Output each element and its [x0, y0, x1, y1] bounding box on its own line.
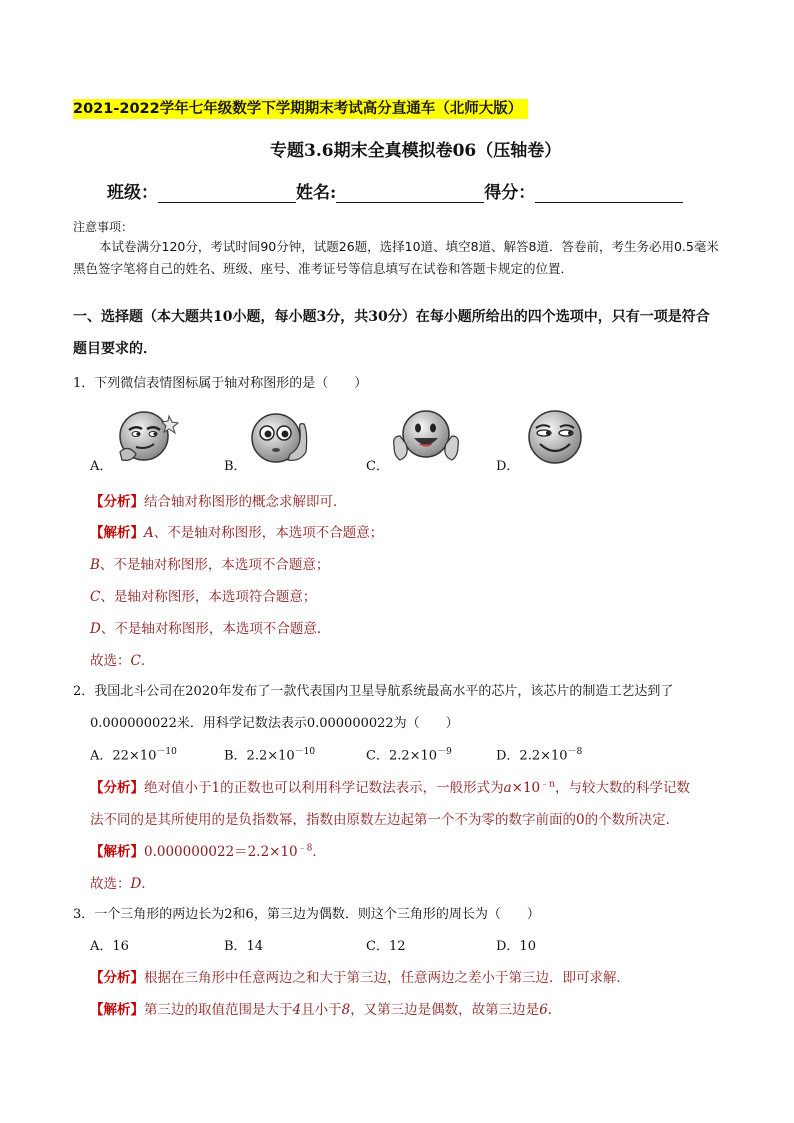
q3-solution-n2: 8	[341, 1002, 351, 1018]
q2-opt-b-exp: －10	[294, 747, 316, 757]
q2-analysis-post: ，与较大数的科学记数	[554, 780, 690, 796]
q1-answer-prefix: 故选：	[90, 653, 131, 669]
q2-solution	[90, 840, 326, 860]
q1-answer-suffix: ．	[140, 653, 155, 669]
q1-solution-c	[90, 585, 316, 605]
q1-solution-a	[90, 521, 383, 541]
q1-analysis	[90, 490, 347, 510]
q3-analysis	[90, 966, 630, 986]
analysis-tag: 【分析】	[90, 780, 144, 796]
class-blank[interactable]	[158, 182, 296, 203]
q2-stem-line1: 2．我国北斗公司在2020年发布了一款代表国内卫星导航系统最高水平的芯片，该芯片的制造工艺达到了	[73, 684, 674, 699]
name-blank[interactable]	[336, 182, 484, 203]
q3-option-a: A．16	[90, 939, 129, 954]
q1-solution-b	[90, 553, 329, 573]
q2-answer-letter: D	[130, 876, 142, 892]
notice-heading: 注意事项：	[73, 220, 134, 234]
q2-option-c	[366, 744, 452, 763]
q2-opt-c-text: C．2.2×10	[366, 748, 438, 764]
solution-tag: 【解析】	[90, 1002, 144, 1018]
q1-stem: 1．下列微信表情图标属于轴对称图形的是（ ）	[73, 376, 368, 391]
solution-tag: 【解析】	[90, 525, 144, 541]
q3-solution-pre: 第三边的取值范围是大于	[144, 1002, 293, 1018]
q1-analysis-text: 结合轴对称图形的概念求解即可．	[144, 494, 347, 510]
q2-analysis-times: ×10	[511, 780, 541, 796]
q2-answer-suffix: ．	[141, 876, 155, 892]
q1-sol-d-letter: D	[90, 621, 101, 637]
name-label: 姓名:	[296, 183, 337, 203]
q1-option-a: A．	[90, 459, 113, 474]
q1-answer	[90, 649, 154, 669]
analysis-tag: 【分析】	[90, 970, 144, 986]
q1-sol-b-letter: B	[90, 557, 100, 573]
q1-sol-a-letter: A	[144, 525, 154, 541]
class-label: 班级：	[107, 183, 158, 203]
score-blank[interactable]	[535, 182, 683, 203]
q2-opt-d-text: D．2.2×10	[496, 748, 568, 764]
q1-option-c: C．	[366, 459, 389, 474]
q2-analysis-formula: a	[503, 780, 512, 796]
q1-option-d: D．	[496, 459, 520, 474]
q3-analysis-text: 根据在三角形中任意两边之和大于第三边，任意两边之差小于第三边．即可求解．	[144, 970, 630, 986]
pondering-emoji-icon	[246, 408, 316, 466]
q2-analysis-line2: 法不同的是其所使用的是负指数幂，指数由原数左边起第一个不为零的数字前面的0的个数所决定．	[90, 812, 680, 828]
page-title: 专题3.6期末全真模拟卷06（压轴卷）	[270, 141, 562, 161]
q1-sol-d-text: 、不是轴对称图形，本选项不合题意．	[100, 621, 331, 637]
q2-stem-line2: 0.000000022米．用科学记数法表示0.000000022为（ ）	[90, 716, 459, 731]
q2-option-d	[496, 744, 582, 763]
q3-solution-n3: 6	[539, 1002, 548, 1018]
solution-tag: 【解析】	[90, 844, 144, 860]
q1-sol-a-text: 、不是轴对称图形，本选项不合题意；	[153, 525, 384, 541]
smirk-emoji-icon	[114, 408, 184, 466]
q2-analysis-pre: 绝对值小于1的正数也可以利用科学记数法表示，一般形式为	[144, 780, 504, 796]
q1-solution-d	[90, 617, 330, 637]
q2-solution-exp: ﹣8	[297, 843, 313, 854]
section-heading-line2: 题目要求的．	[73, 341, 157, 357]
q2-answer	[90, 872, 155, 892]
q1-answer-letter: C	[130, 653, 141, 669]
q2-option-a	[90, 744, 177, 763]
q2-analysis-exp: ﹣n	[540, 779, 555, 790]
q3-solution-mid2: ，又第三边是偶数，故第三边是	[350, 1002, 540, 1018]
q2-analysis-line1	[90, 776, 690, 796]
q2-answer-prefix: 故选：	[90, 876, 131, 892]
q2-solution-end: ．	[312, 844, 326, 860]
q3-option-b: B．14	[224, 939, 264, 954]
q3-option-c: C．12	[366, 939, 406, 954]
q3-solution-end: ．	[547, 1002, 562, 1018]
q2-opt-c-exp: －9	[437, 747, 452, 757]
section-heading-line1: 一、选择题（本大题共10小题，每小题3分，共30分）在每小题所给出的四个选项中，只有一项是符合	[73, 309, 710, 325]
q2-opt-a-exp: －10	[156, 747, 177, 757]
sly-smile-emoji-icon	[526, 408, 586, 466]
q1-sol-c-text: 、是轴对称图形，本选项符合题意；	[100, 589, 317, 605]
student-info-fields	[107, 178, 683, 203]
notice-body: 本试卷满分120分，考试时间90分钟，试题26题，选择10道、填空8道、解答8道．答卷前，考生务必用0.5毫米黑色签字笔将自己的姓名、班级、座号、准考证号等信息填写在试卷和答题卡规定的位置．	[73, 239, 719, 276]
q2-option-b	[224, 744, 315, 763]
header-banner: 2021-2022学年七年级数学下学期期末考试高分直通车（北师大版）	[73, 99, 528, 119]
analysis-tag: 【分析】	[90, 494, 144, 510]
q3-solution-n1: 4	[292, 1002, 302, 1018]
q3-option-d: D．10	[496, 939, 536, 954]
q2-solution-text: 0.000000022＝2.2×10	[144, 844, 298, 860]
q1-option-b: B．	[224, 459, 247, 474]
q1-sol-c-letter: C	[90, 589, 101, 605]
q3-solution	[90, 998, 561, 1018]
score-label: 得分：	[484, 183, 536, 203]
q1-sol-b-text: 、不是轴对称图形，本选项不合题意；	[99, 557, 330, 573]
q3-solution-mid1: 且小于	[301, 1002, 342, 1018]
q2-opt-a-text: A．22×10	[90, 748, 157, 764]
q2-opt-b-text: B．2.2×10	[224, 748, 295, 764]
q3-stem: 3．一个三角形的两边长为2和6，第三边为偶数．则这个三角形的周长为（ ）	[73, 907, 540, 922]
waving-emoji-icon	[390, 406, 462, 468]
q2-opt-d-exp: －8	[567, 747, 583, 757]
